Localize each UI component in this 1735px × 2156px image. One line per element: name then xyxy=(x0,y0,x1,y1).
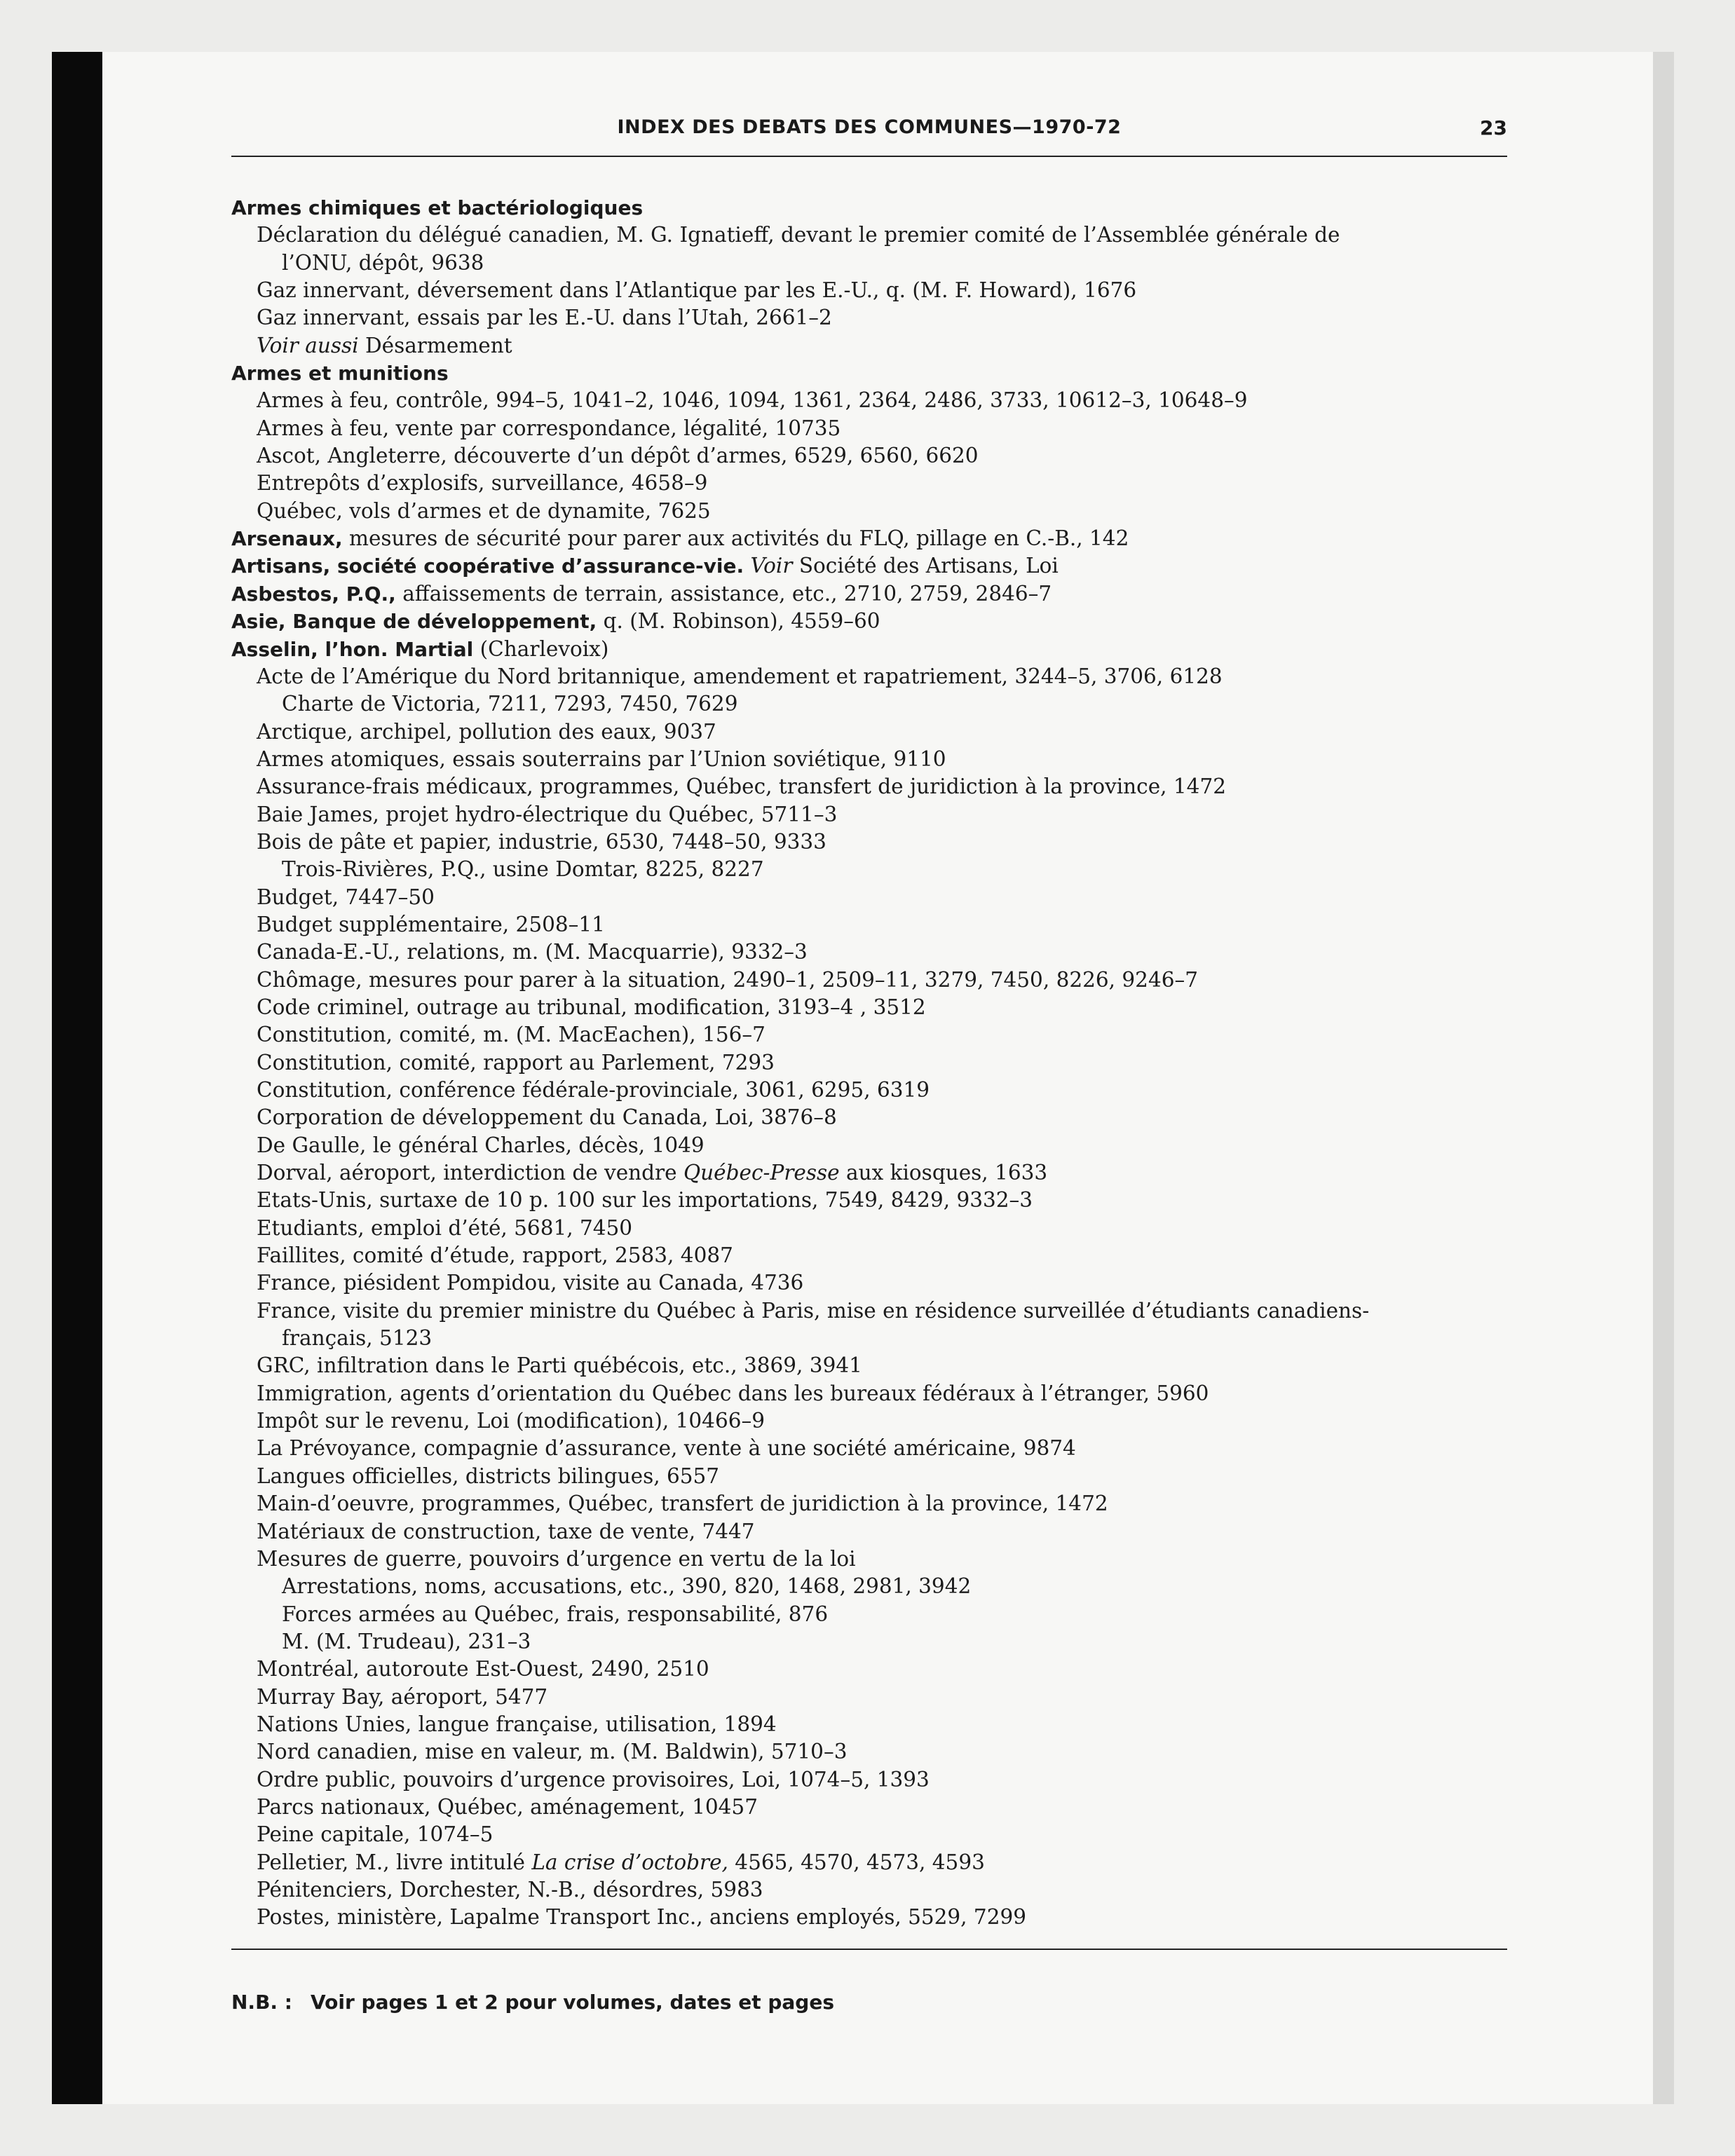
index-subentry xyxy=(231,415,1507,442)
index-subentry xyxy=(231,277,1507,304)
index-subentry xyxy=(231,1132,1507,1159)
index-subentry xyxy=(231,1077,1507,1104)
entry-text: Canada-E.-U., relations, m. (M. Macquarrie), 9332–3 xyxy=(257,940,808,964)
entry-text: Acte de l’Amérique du Nord britannique, amendement et rapatriement, 3244–5, 3706, 6128 xyxy=(257,664,1223,688)
index-heading xyxy=(231,360,1507,387)
entry-text: affaissements de terrain, assistance, etc., 2710, 2759, 2846–7 xyxy=(395,581,1052,606)
index-subentry xyxy=(231,1242,1507,1269)
index-subentry xyxy=(231,801,1507,828)
entry-text: Ascot, Angleterre, découverte d’un dépôt d’armes, 6529, 6560, 6620 xyxy=(257,444,979,468)
entry-text: Pénitenciers, Dorchester, N.-B., désordres, 5983 xyxy=(257,1877,763,1902)
entry-text: Chômage, mesures pour parer à la situation, 2490–1, 2509–11, 3279, 7450, 8226, 9246–7 xyxy=(257,967,1198,992)
index-subentry xyxy=(231,498,1507,525)
index-heading xyxy=(231,525,1507,552)
index-subentry xyxy=(231,1297,1507,1325)
entry-text: Bois de pâte et papier, industrie, 6530, 7448–50, 9333 xyxy=(257,829,826,854)
index-heading xyxy=(231,636,1507,663)
index-subentry xyxy=(231,1656,1507,1683)
index-subentry xyxy=(231,1628,1507,1656)
entry-text: q. (M. Robinson), 4559–60 xyxy=(597,609,880,634)
entry-text: Montréal, autoroute Est-Ouest, 2490, 2510 xyxy=(257,1657,709,1681)
index-subentry xyxy=(231,332,1507,360)
entry-text: Matériaux de construction, taxe de vente, 7447 xyxy=(257,1519,755,1543)
entry-text: De Gaulle, le général Charles, décès, 1049 xyxy=(257,1133,705,1157)
entry-text: Mesures de guerre, pouvoirs d’urgence en vertu de la loi xyxy=(257,1546,856,1571)
entry-text: Budget supplémentaire, 2508–11 xyxy=(257,912,605,936)
index-subentry xyxy=(231,1380,1507,1407)
index-subentry xyxy=(231,1766,1507,1794)
entry-text: Entrepôts d’explosifs, surveillance, 4658–9 xyxy=(257,471,708,496)
index-subentry xyxy=(231,746,1507,773)
page-header xyxy=(231,112,1507,150)
index-subentry xyxy=(231,1711,1507,1738)
index-heading xyxy=(231,580,1507,608)
index-heading xyxy=(231,194,1507,221)
entry-text: Dorval, aéroport, interdiction de vendre xyxy=(257,1161,683,1185)
index-subentry xyxy=(231,994,1507,1021)
entry-text: Ordre public, pouvoirs d’urgence provisoires, Loi, 1074–5, 1393 xyxy=(257,1767,930,1792)
entry-text: Main-d’oeuvre, programmes, Québec, transfert de juridiction à la province, 1472 xyxy=(257,1492,1108,1516)
index-subentry xyxy=(231,1684,1507,1711)
entry-text: Voir xyxy=(744,554,793,578)
entry-text: Gaz innervant, déversement dans l’Atlantique par les E.-U., q. (M. F. Howard), 1676 xyxy=(257,278,1137,303)
index-subentry xyxy=(231,1021,1507,1049)
entry-text: La Prévoyance, compagnie d’assurance, vente à une société américaine, 9874 xyxy=(257,1436,1076,1461)
index-subentry xyxy=(231,773,1507,800)
index-subentry xyxy=(231,1738,1507,1766)
entry-text: Asie, Banque de développement, xyxy=(231,610,597,634)
entry-text: 4565, 4570, 4573, 4593 xyxy=(728,1850,985,1874)
page-title: INDEX DES DEBATS DES COMMUNES—1970-72 xyxy=(617,116,1122,138)
index-subentry xyxy=(231,1352,1507,1379)
index-subentry xyxy=(231,1490,1507,1517)
index-subentry xyxy=(231,663,1507,690)
index-subentry xyxy=(231,470,1507,497)
index-subentry xyxy=(231,1215,1507,1242)
index-subentry xyxy=(231,718,1507,746)
entry-text: Gaz innervant, essais par les E.-U. dans l’Utah, 2661–2 xyxy=(257,306,832,330)
page-number: 23 xyxy=(1480,116,1507,139)
entry-text: Déclaration du délégué canadien, M. G. Ignatieff, devant le premier comité de l’Assemblée générale de xyxy=(257,223,1340,247)
entry-text: Asselin, l’hon. Martial xyxy=(231,637,474,661)
entry-text: Armes chimiques et bactériologiques xyxy=(231,196,644,219)
index-subentry xyxy=(231,1187,1507,1214)
index-subentry xyxy=(231,1904,1507,1931)
entry-text: Peine capitale, 1074–5 xyxy=(257,1822,494,1847)
entry-text: l’ONU, dépôt, 9638 xyxy=(282,250,484,275)
entry-text: France, piésident Pompidou, visite au Canada, 4736 xyxy=(257,1271,804,1295)
entry-text: Québec-Presse xyxy=(683,1161,840,1185)
entry-text: GRC, infiltration dans le Parti québécois, etc., 3869, 3941 xyxy=(257,1353,862,1378)
entry-text: Constitution, comité, rapport au Parlement, 7293 xyxy=(257,1050,775,1074)
entry-text: Nations Unies, langue française, utilisation, 1894 xyxy=(257,1712,777,1736)
index-subentry xyxy=(231,1435,1507,1462)
index-subentry xyxy=(231,1407,1507,1435)
entry-text: Armes atomiques, essais souterrains par l’Union soviétique, 9110 xyxy=(257,746,946,771)
page-footer xyxy=(231,1991,834,2014)
entry-text: Etats-Unis, surtaxe de 10 p. 100 sur les importations, 7549, 8429, 9332–3 xyxy=(257,1188,1033,1213)
entry-text: Postes, ministère, Lapalme Transport Inc., anciens employés, 5529, 7299 xyxy=(257,1905,1026,1930)
index-subentry xyxy=(231,1159,1507,1187)
footer-label: N.B. : xyxy=(231,1991,292,2014)
scan-left-band xyxy=(52,52,102,2104)
index-subentry xyxy=(231,442,1507,470)
entry-text: (Charlevoix) xyxy=(473,636,609,661)
index-heading xyxy=(231,552,1507,580)
entry-text: Trois-Rivières, P.Q., usine Domtar, 8225, 8227 xyxy=(282,857,764,882)
index-subentry xyxy=(231,387,1507,414)
index-subentry xyxy=(231,1794,1507,1821)
entry-text: français, 5123 xyxy=(282,1326,433,1351)
entry-text: Impôt sur le revenu, Loi (modification), 10466–9 xyxy=(257,1409,766,1433)
scan-right-edge xyxy=(1653,52,1674,2104)
entry-text: France, visite du premier ministre du Québec à Paris, mise en résidence surveillée d’étudiants canadiens- xyxy=(257,1298,1370,1323)
index-subentry xyxy=(231,1546,1507,1573)
index-subentry xyxy=(231,1049,1507,1077)
entry-text: Armes à feu, contrôle, 994–5, 1041–2, 1046, 1094, 1361, 2364, 2486, 3733, 10612–3, 10648–9 xyxy=(257,388,1248,413)
index-subentry xyxy=(231,1518,1507,1546)
entry-text: Société des Artisans, Loi xyxy=(792,554,1059,578)
entry-text: La crise d’octobre, xyxy=(531,1850,728,1874)
entry-text: Pelletier, M., livre intitulé xyxy=(257,1850,532,1874)
footer-text: Voir pages 1 et 2 pour volumes, dates et pages xyxy=(311,1991,834,2014)
entry-text: M. (M. Trudeau), 231–3 xyxy=(282,1629,531,1653)
entry-text: Assurance-frais médicaux, programmes, Québec, transfert de juridiction à la province, 1472 xyxy=(257,775,1226,799)
footer-rule xyxy=(231,1949,1507,1950)
entry-text: Murray Bay, aéroport, 5477 xyxy=(257,1684,548,1709)
entry-text: Faillites, comité d’étude, rapport, 2583, 4087 xyxy=(257,1243,733,1268)
index-heading xyxy=(231,608,1507,635)
index-subentry xyxy=(231,911,1507,939)
entry-text: Constitution, comité, m. (M. MacEachen), 156–7 xyxy=(257,1023,766,1047)
entry-text: Arsenaux, xyxy=(231,527,343,551)
entry-text: aux kiosques, 1633 xyxy=(839,1161,1048,1185)
entry-text: Nord canadien, mise en valeur, m. (M. Baldwin), 5710–3 xyxy=(257,1740,848,1764)
entry-text: Budget, 7447–50 xyxy=(257,885,435,909)
entry-text: Asbestos, P.Q., xyxy=(231,582,396,606)
index-subentry xyxy=(231,1876,1507,1904)
index-subentry xyxy=(231,1849,1507,1876)
entry-text: Artisans, société coopérative d’assurance-vie. xyxy=(231,554,744,578)
index-subentry xyxy=(231,1463,1507,1490)
index-subentry xyxy=(231,1325,1507,1352)
entry-text: Voir aussi xyxy=(257,333,359,357)
entry-text: Langues officielles, districts bilingues, 6557 xyxy=(257,1464,720,1488)
entry-text: Québec, vols d’armes et de dynamite, 7625 xyxy=(257,498,711,523)
entry-text: Baie James, projet hydro-électrique du Québec, 5711–3 xyxy=(257,802,838,826)
entry-text: Désarmement xyxy=(358,333,512,357)
index-subentry xyxy=(231,221,1507,249)
entry-text: Armes et munitions xyxy=(231,362,449,386)
entry-text: mesures de sécurité pour parer aux activités du FLQ, pillage en C.-B., 142 xyxy=(342,526,1129,551)
index-subentry xyxy=(231,856,1507,883)
index-subentry xyxy=(231,304,1507,332)
entry-text: Immigration, agents d’orientation du Québec dans les bureaux fédéraux à l’étranger, 5960 xyxy=(257,1381,1209,1405)
entry-text: Arctique, archipel, pollution des eaux, 9037 xyxy=(257,719,716,744)
index-entries xyxy=(231,194,1507,1932)
entry-text: Etudiants, emploi d’été, 5681, 7450 xyxy=(257,1215,633,1240)
index-subentry xyxy=(231,939,1507,966)
entry-text: Forces armées au Québec, frais, responsabilité, 876 xyxy=(282,1602,829,1626)
index-subentry xyxy=(231,967,1507,994)
index-subentry xyxy=(231,1269,1507,1297)
entry-text: Arrestations, noms, accusations, etc., 390, 820, 1468, 2981, 3942 xyxy=(282,1574,972,1599)
index-subentry xyxy=(231,250,1507,277)
index-subentry xyxy=(231,1104,1507,1131)
index-subentry xyxy=(231,1821,1507,1848)
entry-text: Code criminel, outrage au tribunal, modification, 3193–4 , 3512 xyxy=(257,995,926,1019)
index-subentry xyxy=(231,828,1507,856)
entry-text: Charte de Victoria, 7211, 7293, 7450, 7629 xyxy=(282,692,738,716)
index-subentry xyxy=(231,1573,1507,1600)
entry-text: Armes à feu, vente par correspondance, légalité, 10735 xyxy=(257,416,841,440)
entry-text: Corporation de développement du Canada, Loi, 3876–8 xyxy=(257,1105,837,1130)
index-subentry xyxy=(231,884,1507,911)
index-subentry xyxy=(231,1601,1507,1628)
entry-text: Constitution, conférence fédérale-provinciale, 3061, 6295, 6319 xyxy=(257,1078,930,1102)
index-subentry xyxy=(231,690,1507,718)
entry-text: Parcs nationaux, Québec, aménagement, 10457 xyxy=(257,1794,758,1819)
header-rule xyxy=(231,156,1507,157)
